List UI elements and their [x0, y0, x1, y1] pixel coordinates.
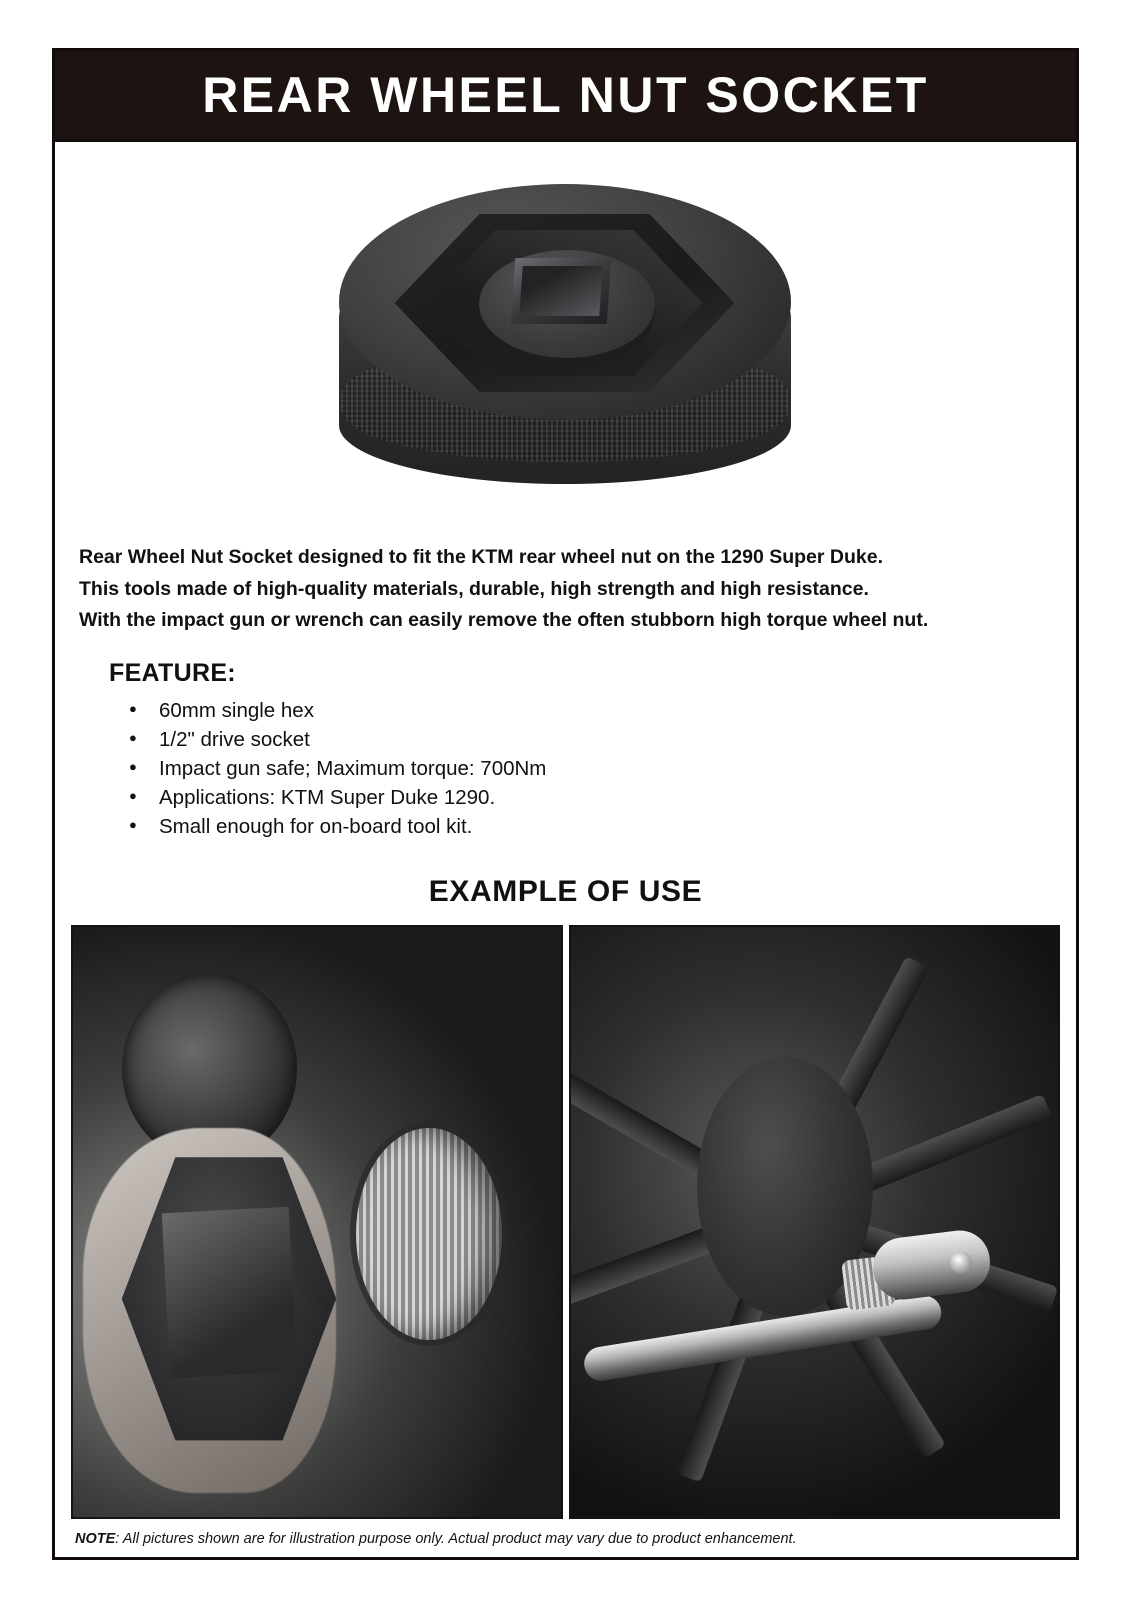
example-photo-row	[55, 925, 1076, 1519]
example-photo-left	[71, 925, 563, 1519]
product-description	[55, 542, 1076, 637]
list-item: ● Impact gun safe; Maximum torque: 700Nm	[155, 754, 1076, 783]
product-hero-image	[55, 142, 1076, 542]
example-photo-right	[569, 925, 1061, 1519]
description-line-1: Rear Wheel Nut Socket designed to fit the KTM rear wheel nut on the 1290 Super Duke.	[79, 546, 883, 568]
wheel-nut-shape	[356, 1128, 502, 1340]
description-line-2: This tools made of high-quality materials, durable, high strength and high resistance.	[79, 577, 869, 600]
example-of-use-heading: EXAMPLE OF USE	[428, 875, 703, 909]
disclaimer-note	[55, 1519, 1076, 1557]
header-banner	[55, 51, 1076, 142]
page-title: REAR WHEEL NUT SOCKET	[202, 67, 929, 123]
socket-illustration	[331, 172, 801, 512]
note-text: : All pictures shown are for illustration purpose only. Actual product may vary due to product enhancement.	[115, 1531, 797, 1547]
description-line-3: With the impact gun or wrench can easily remove the often stubborn high torque wheel nut.	[79, 609, 929, 632]
flyer-sheet	[52, 48, 1079, 1560]
feature-list	[109, 696, 1076, 842]
list-item: ● 1/2" drive socket	[155, 725, 1076, 754]
socket-square-drive	[510, 258, 611, 324]
list-item: ● 60mm single hex	[155, 696, 1076, 725]
list-item: ● Applications: KTM Super Duke 1290.	[155, 783, 1076, 812]
note-label: NOTE	[75, 1531, 116, 1547]
feature-heading: FEATURE:	[109, 658, 236, 687]
list-item: ● Small enough for on-board tool kit.	[155, 812, 1076, 841]
feature-section	[55, 637, 1076, 842]
socket-square-drive-shape	[161, 1207, 296, 1379]
